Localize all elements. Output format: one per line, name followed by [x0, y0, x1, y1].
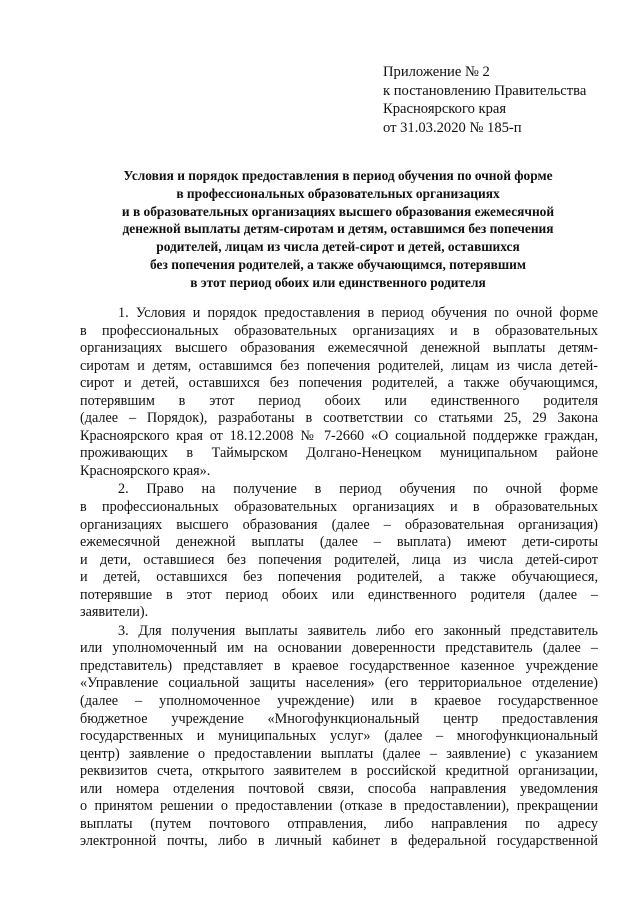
- paragraph-line: Красноярского края».: [80, 462, 211, 479]
- title-line: в этот период обоих или единственного родителя: [190, 274, 486, 290]
- paragraph-line: в профессиональных образовательных организациях и в образовательных: [80, 499, 598, 516]
- paragraph-line: выплаты (путем почтового отправления, либо направления по адресу: [80, 815, 598, 832]
- paragraph-line: проживающих в Таймырском Долгано-Ненецком муниципальном районе: [80, 445, 598, 462]
- paragraph-line: сиротам и детям, оставшимся без попечения родителей, лицам из числа детей-: [80, 357, 598, 374]
- appendix-line: к постановлению Правительства: [383, 82, 587, 99]
- paragraph-line: заявители).: [80, 604, 149, 621]
- paragraph-line: организациях высшего образования ежемесячной денежной выплаты детям-: [80, 340, 598, 357]
- paragraph-line: и дети, оставшиеся без попечения родителей, лица из числа детей-сирот: [80, 551, 598, 568]
- title-line: и в образовательных организациях высшего образования ежемесячной: [121, 203, 555, 219]
- appendix-line: Красноярского края: [383, 101, 507, 117]
- paragraph-line: государственных и муниципальных услуг» (далее – многофункциональный: [80, 728, 598, 745]
- appendix-header: [383, 63, 633, 137]
- title-line: без попечения родителей, а также обучающимся, потерявшим: [150, 256, 526, 272]
- paragraph-line: о принятом решении о предоставлении (отказе в предоставлении), прекращении: [80, 798, 598, 815]
- paragraph-line: представитель) представляет в краевое государственное казенное учреждение: [80, 657, 598, 674]
- paragraph-line: бюджетное учреждение «Многофункциональный центр предоставления: [80, 710, 598, 727]
- paragraph-line: 1. Условия и порядок предоставления в период обучения по очной форме: [118, 305, 598, 321]
- document-body: [80, 305, 598, 852]
- paragraph-line: 3. Для получения выплаты заявитель либо его законный представитель: [118, 622, 598, 639]
- paragraph-line: (далее – Порядок), разработаны в соответствии со статьями 25, 29 Закона: [80, 410, 598, 427]
- paragraph-line: или уполномоченный им на основании доверенности представитель (далее –: [80, 640, 598, 657]
- paragraph-line: в профессиональных образовательных организациях и в образовательных: [80, 322, 598, 339]
- paragraph-line: 2. Право на получение в период обучения по очной форме: [118, 481, 598, 498]
- paragraph-line: «Управление социальной защиты населения» (его территориальное отделение): [80, 675, 598, 692]
- title-line: денежной выплаты детям-сиротам и детям, оставшимся без попечения: [122, 221, 554, 237]
- paragraph-line: (далее – уполномоченное учреждение) или в краевое государственное: [80, 693, 598, 710]
- appendix-line: от 31.03.2020 № 185-п: [383, 119, 522, 136]
- paragraph-1: [80, 305, 598, 480]
- paragraph-line: Красноярского края от 18.12.2008 № 7-2660 «О социальной поддержке граждан,: [80, 427, 598, 444]
- paragraph-3: [80, 623, 598, 851]
- appendix-line: Приложение № 2: [383, 64, 490, 80]
- paragraph-line: организациях высшего образования (далее – образовательная организация): [80, 516, 598, 533]
- title-line: родителей, лицам из числа детей-сирот и детей, оставшихся: [156, 239, 520, 255]
- paragraph-line: сирот и детей, оставшихся без попечения родителей, а также обучающимся,: [80, 375, 598, 392]
- document-title: [60, 167, 616, 292]
- paragraph-line: или номера отделения почтовой связи, способа направления уведомления: [80, 780, 598, 797]
- title-line: Условия и порядок предоставления в период обучения по очной форме: [123, 168, 553, 183]
- paragraph-line: потерявшим в этот период обоих или единственного родителя: [80, 392, 598, 409]
- paragraph-2: [80, 481, 598, 621]
- paragraph-line: центр) заявление о предоставлении выплаты (далее – заявление) с указанием: [80, 745, 598, 762]
- paragraph-line: реквизитов счета, открытого заявителем в российской кредитной организации,: [80, 763, 598, 780]
- paragraph-line: потерявшие в этот период обоих или единственного родителя (далее –: [80, 586, 598, 603]
- paragraph-line: и детей, оставшихся без попечения родителей, а также обучающиеся,: [80, 569, 598, 586]
- paragraph-line: ежемесячной денежной выплаты (далее – выплата) имеют дети-сироты: [80, 534, 598, 551]
- paragraph-line: электронной почты, либо в личный кабинет в федеральной государственной: [80, 833, 598, 850]
- title-line: в профессиональных образовательных организациях: [176, 185, 500, 201]
